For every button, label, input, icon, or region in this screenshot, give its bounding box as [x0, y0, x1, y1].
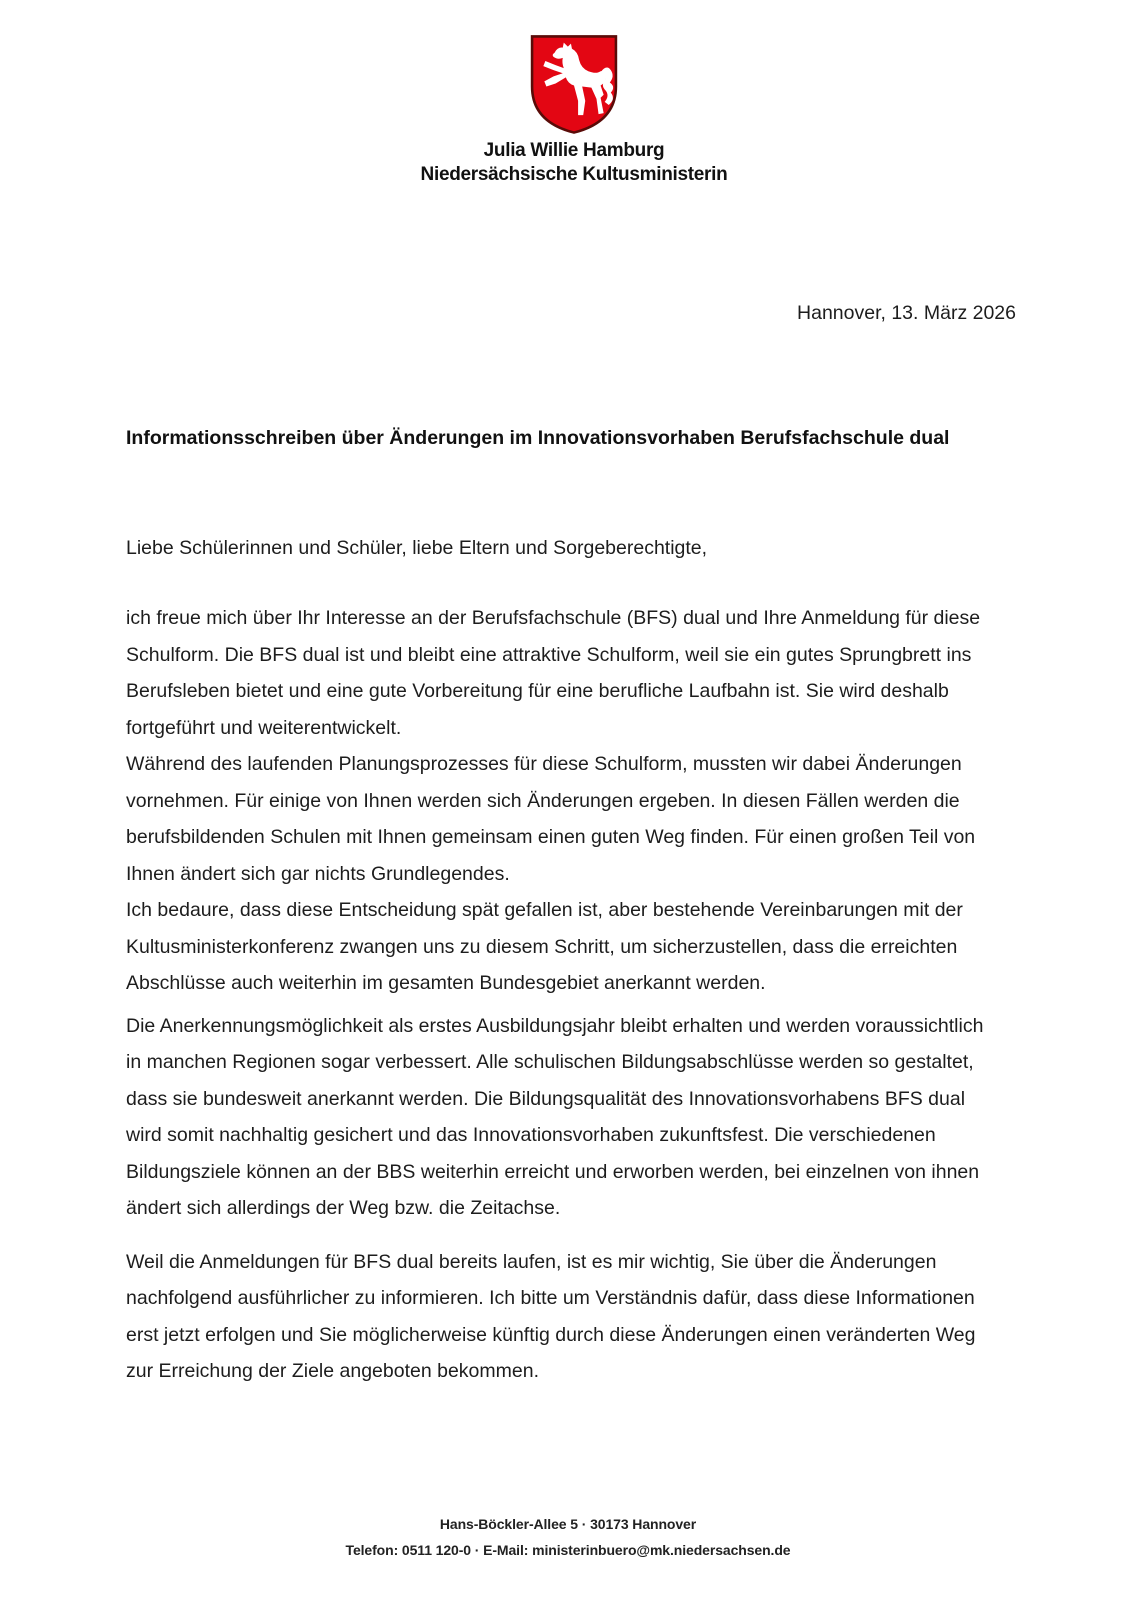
body-paragraph [126, 1008, 1000, 1227]
body-paragraph [126, 1244, 1000, 1390]
footer-address: Hans-Böckler-Allee 5 · 30173 Hannover [439, 1516, 697, 1532]
paragraph-text: Weil die Anmeldungen für BFS dual bereits laufen, ist es mir wichtig, Sie über die Änderungen nachfolgend ausführlicher zu informieren. Ich bitte um Verständnis dafür, dass diese Informationen erst jetzt erfolgen und Sie möglicherweise künftig durch diese Änderungen einen veränderten Weg zur Erreichung der Ziele angeboten bekommen. [126, 1250, 976, 1382]
paragraph-text: ich freue mich über Ihr Interesse an der Berufsfachschule (BFS) dual und Ihre Anmeldung für diese Schulform. Die BFS dual ist und bleibt eine attraktive Schulform, weil sie ein gutes Sprungbrett ins Berufsleben bietet und eine gute Vorbereitung für eine berufliche Laufbahn ist. Sie wird deshalb fortgeführt und weiterentwickelt. [126, 607, 981, 739]
footer-contact: Telefon: 0511 120-0 · E-Mail: ministerinbuero@mk.niedersachsen.de [345, 1541, 791, 1558]
paragraph-text: Ich bedaure, dass diese Entscheidung spät gefallen ist, aber bestehende Vereinbarungen mit der Kultusministerkonferenz zwangen uns zu diesem Schritt, um sicherzustellen, dass die erreichten Abschlüsse auch weiterhin im gesamten Bundesgebiet anerkannt werden. [126, 899, 963, 994]
dateline: Hannover, 13. März 2026 [797, 302, 1016, 324]
minister-title: Niedersächsische Kultusministerin [420, 163, 728, 185]
paragraph-text: Die Anerkennungsmöglichkeit als erstes Ausbildungsjahr bleibt erhalten und werden voraussichtlich in manchen Regionen sogar verbessert. Alle schulischen Bildungsabschlüsse werden so gestaltet, dass sie bundesweit anerkannt werden. Die Bildungsqualität des Innovationsvorhabens BFS dual wird somit nachhaltig gesichert und das Innovationsvorhaben zukunftsfest. Die verschiedenen Bildungsziele können an der BBS weiterhin erreicht und erworben werden, bei einzelnen von ihnen ändert sich allerdings der Weg bzw. die Zeitachse. [126, 1014, 984, 1219]
letter-body [126, 600, 1000, 1390]
subject-line: Informationsschreiben über Änderungen im Innovationsvorhaben Berufsfachschule dual [126, 427, 950, 449]
footer [5, 1512, 1126, 1563]
niedersachsen-coat-of-arms-icon [529, 33, 619, 136]
body-paragraph [126, 600, 1000, 1002]
paragraph-text: Während des laufenden Planungsprozesses für diese Schulform, mussten wir dabei Änderungen vornehmen. Für einige von Ihnen werden sich Änderungen ergeben. In diesen Fällen werden die berufsbildenden Schulen mit Ihnen gemeinsam einen guten Weg finden. Für einen großen Teil von Ihnen ändert sich gar nichts Grundlegendes. [126, 753, 976, 885]
letterhead [174, 139, 974, 186]
salutation: Liebe Schülerinnen und Schüler, liebe Eltern und Sorgeberechtigte, [126, 537, 708, 559]
minister-name: Julia Willie Hamburg [483, 140, 665, 161]
